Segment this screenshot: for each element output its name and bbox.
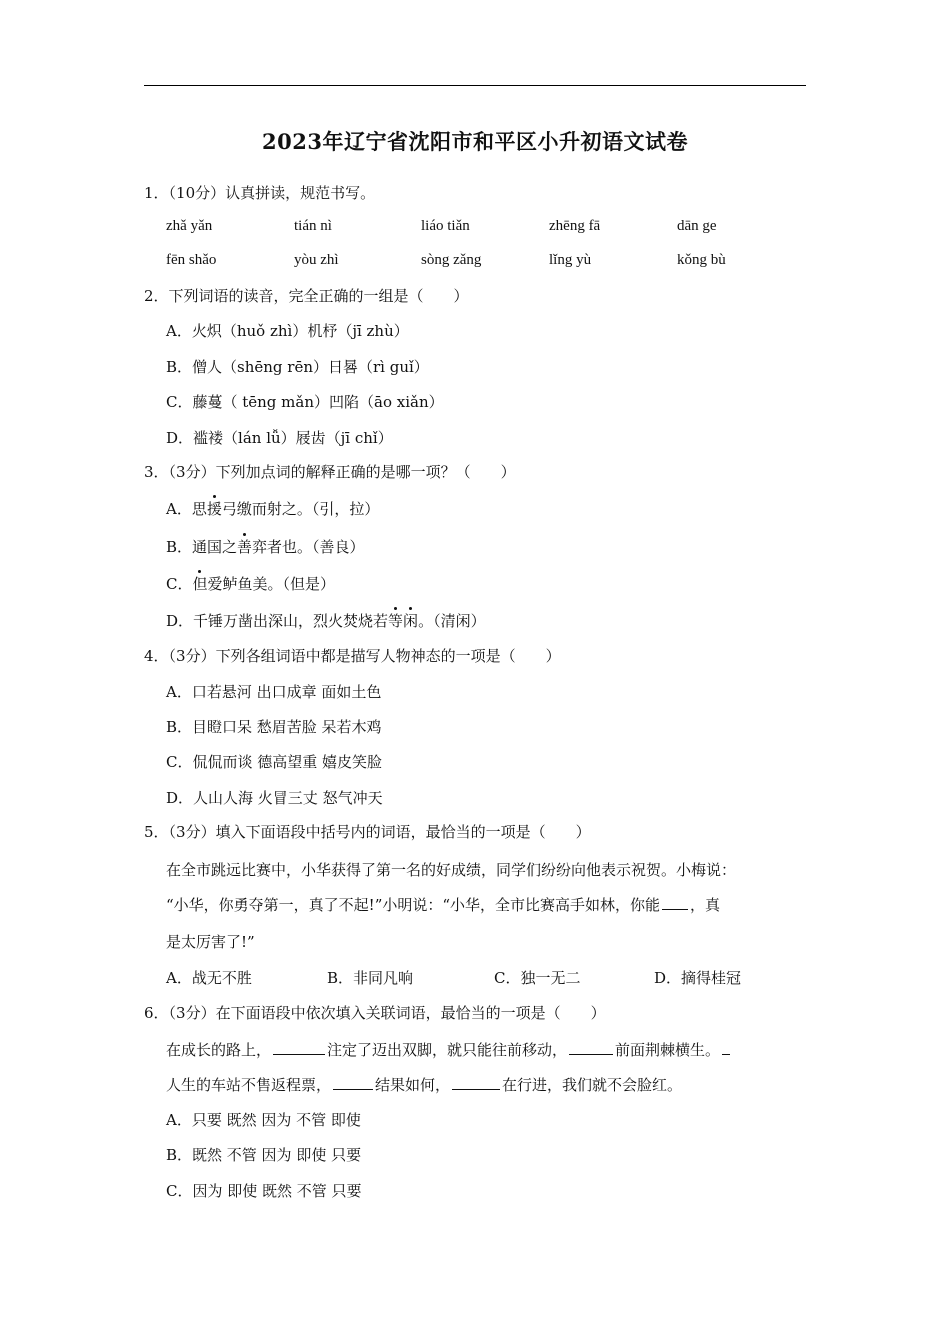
question-6-option-b: B．既然 不管 因为 即使 只要 bbox=[166, 1146, 362, 1164]
pinyin-item: sòng zǎng bbox=[421, 252, 482, 268]
question-6-passage-line bbox=[166, 1040, 732, 1060]
question-5-option-d: D．摘得桂冠 bbox=[654, 969, 742, 987]
question-2-option-c: C．藤蔓（ tēng mǎn）凹陷（āo xiǎn） bbox=[166, 393, 444, 411]
pinyin-item: yòu zhì bbox=[294, 252, 339, 268]
question-3-option-c bbox=[166, 574, 335, 594]
question-4-option-b: B．目瞪口呆 愁眉苦脸 呆若木鸡 bbox=[166, 718, 382, 736]
passage-text: 结果如何， bbox=[375, 1076, 451, 1094]
pinyin-item: lǐng yù bbox=[549, 252, 592, 268]
question-3-stem: 3．（3分）下列加点词的解释正确的是哪一项？（ ） bbox=[144, 463, 516, 481]
dotted-word: 但 bbox=[192, 575, 208, 593]
passage-text: “小华，你勇夺第一，真了不起!”小明说：“小华，全市比赛高手如林，你能 bbox=[166, 896, 661, 914]
answer-blank[interactable] bbox=[333, 1075, 373, 1090]
question-2-stem: 2．下列词语的读音，完全正确的一组是（ ） bbox=[144, 287, 469, 305]
option-text: A．思 bbox=[166, 500, 207, 518]
pinyin-item: zhǎ yǎn bbox=[166, 218, 213, 234]
question-2-option-d: D．褴褛（lán lǚ）屐齿（jī chǐ） bbox=[166, 429, 393, 447]
page-title: 2023年辽宁省沈阳市和平区小升初语文试卷 bbox=[262, 129, 688, 154]
passage-text: 在成长的路上， bbox=[166, 1041, 272, 1059]
question-5-option-b: B．非同凡响 bbox=[327, 969, 414, 987]
question-1-stem: 1．（10分）认真拼读，规范书写。 bbox=[144, 184, 376, 202]
option-text: 弓缴而射之。（引，拉） bbox=[221, 500, 380, 518]
question-6-stem: 6．（3分）在下面语段中依次填入关联词语，最恰当的一项是（ ） bbox=[144, 1004, 606, 1022]
question-2-option-b: B．僧人（shēng rēn）日晷（rì guǐ） bbox=[166, 358, 429, 376]
option-text: C． bbox=[166, 575, 193, 593]
passage-text: 人生的车站不售返程票， bbox=[166, 1076, 332, 1094]
pinyin-item: zhēng fā bbox=[549, 218, 601, 234]
question-6-passage-line bbox=[166, 1075, 682, 1095]
question-4-option-a: A．口若悬河 出口成章 面如土色 bbox=[166, 683, 382, 701]
question-5-option-a: A．战无不胜 bbox=[166, 969, 252, 987]
passage-text: ，真 bbox=[690, 896, 721, 914]
answer-blank[interactable] bbox=[722, 1040, 730, 1055]
answer-blank[interactable] bbox=[662, 895, 688, 910]
question-5-stem: 5．（3分）填入下面语段中括号内的词语，最恰当的一项是（ ） bbox=[144, 823, 591, 841]
pinyin-item: fēn shǎo bbox=[166, 252, 217, 268]
pinyin-item: tián nì bbox=[294, 218, 332, 234]
dotted-word: 等 bbox=[388, 612, 404, 630]
header-rule bbox=[144, 85, 806, 86]
pinyin-item: kǒng bù bbox=[677, 252, 726, 268]
question-4-option-c: C．侃侃而谈 德高望重 嬉皮笑脸 bbox=[166, 753, 383, 771]
question-4-option-d: D．人山人海 火冒三丈 怒气冲天 bbox=[166, 789, 383, 807]
question-3-option-a bbox=[166, 499, 379, 519]
dotted-word: 闲 bbox=[403, 612, 419, 630]
option-text: 爱鲈鱼美。（但是） bbox=[207, 575, 336, 593]
question-5-passage-line bbox=[166, 895, 720, 915]
question-5-passage-line: 在全市跳远比赛中，小华获得了第一名的好成绩，同学们纷纷向他表示祝贺。小梅说： bbox=[166, 861, 737, 879]
question-5-passage-line: 是太厉害了!” bbox=[166, 933, 255, 951]
pinyin-item: dān ge bbox=[677, 218, 717, 234]
pinyin-item: liáo tiǎn bbox=[421, 218, 470, 234]
answer-blank[interactable] bbox=[569, 1040, 613, 1055]
question-3-option-b bbox=[166, 537, 365, 557]
option-text: 。（清闲） bbox=[418, 612, 486, 630]
question-4-stem: 4．（3分）下列各组词语中都是描写人物神态的一项是（ ） bbox=[144, 647, 561, 665]
option-text: B．通国之 bbox=[166, 538, 238, 556]
question-6-option-c: C．因为 即使 既然 不管 只要 bbox=[166, 1182, 362, 1200]
dotted-word: 援 bbox=[206, 500, 222, 518]
passage-text: 注定了迈出双脚，就只能往前移动， bbox=[327, 1041, 568, 1059]
passage-text: 在行进，我们就不会脸红。 bbox=[502, 1076, 683, 1094]
option-text: D．千锤万凿出深山，烈火焚烧若 bbox=[166, 612, 389, 630]
option-text: 弈者也。（善良） bbox=[252, 538, 365, 556]
question-3-option-d bbox=[166, 611, 486, 631]
question-2-option-a: A．火炽（huǒ zhì）机杼（jī zhù） bbox=[166, 322, 409, 340]
question-5-option-c: C．独一无二 bbox=[494, 969, 581, 987]
question-6-option-a: A．只要 既然 因为 不管 即使 bbox=[166, 1111, 361, 1129]
dotted-word: 善 bbox=[237, 538, 253, 556]
answer-blank[interactable] bbox=[452, 1075, 500, 1090]
answer-blank[interactable] bbox=[273, 1040, 325, 1055]
passage-text: 前面荆棘横生。 bbox=[615, 1041, 721, 1059]
